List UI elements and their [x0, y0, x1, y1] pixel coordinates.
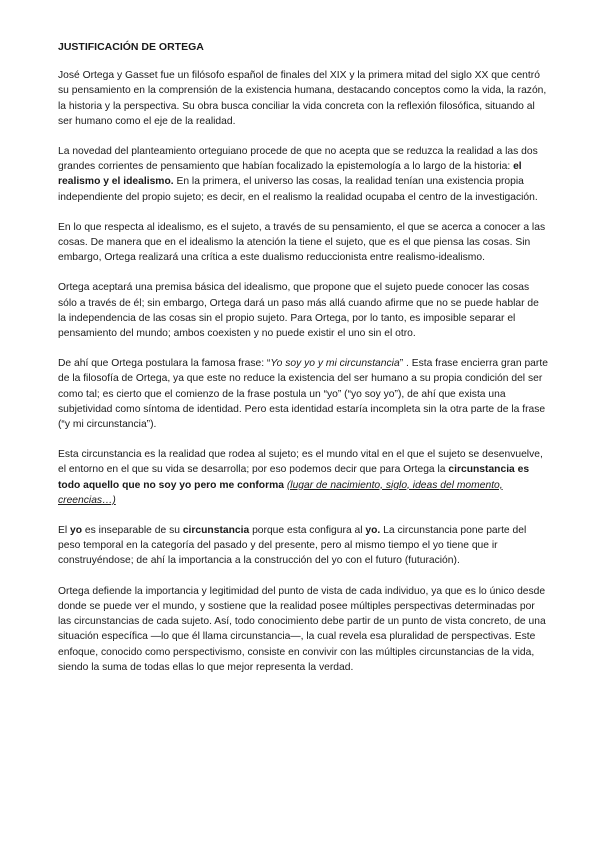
text-run: ” . Esta frase encierra gran parte de la filosofía de Ortega, ya que este no reduce la existencia del ser humano a su propia condición del ser como tal; es cierto que el comienzo de la frase postula un “yo” (“yo soy yo”), de ahí que exista una subjetividad como síntoma de identidad. Pero esta identidad estaría incompleta sin la otra parte de la frase (“y mi circunstancia”). [58, 358, 548, 431]
paragraph-yo [58, 523, 548, 569]
bold-realism-idealism: el realismo y el idealismo. [58, 161, 522, 188]
paragraph-realism [58, 144, 548, 205]
bold-yo-2: yo. [365, 525, 381, 537]
underlined-examples: (lugar de nacimiento, siglo, ideas del momento, creencias…) [58, 479, 503, 506]
paragraph-perspectivism: Ortega defiende la importancia y legitimidad del punto de vista de cada individuo, ya que es lo único desde donde se puede ver el mundo, y sostiene que la realidad posee múltiples perspectivas determinadas por las circunstancias de cada sujeto. Así, todo conocimiento debe partir de un punto de vista concreto, de una situación específica —lo que él llama circunstancia—, la cual revela esa pluralidad de perspectivas. Este enfoque, conocido como perspectivismo, consiste en convivir con las múltiples circunstancias de la vida, siendo la suma de todas ellas lo que mejor representa la verdad. [58, 585, 546, 673]
text-run: porque esta configura al [249, 525, 366, 537]
italic-phrase: Yo soy yo y mi circunstancia [270, 358, 400, 370]
paragraph-circumstance [58, 447, 548, 508]
paragraph-famous-phrase [58, 356, 548, 432]
paragraph-premise: Ortega aceptará una premisa básica del idealismo, que propone que el sujeto puede conocer las cosas sólo a través de él; sin embargo, Ortega dará un paso más allá cuando afirme que no se puede hablar de la independencia de las cosas sin el propio sujeto. Para Ortega, por lo tanto, es imposible separar el pensamiento del mundo; ambos coexisten y no puede existir el uno sin el otro. [58, 282, 539, 340]
document-page [58, 40, 548, 690]
text-run: El [58, 525, 71, 537]
text-run: Esta circunstancia es la realidad que rodea al sujeto; es el mundo vital en el que el sujeto se desenvuelve, el entorno en el que su vida se desarrolla; por eso podemos decir que para Ortega la [58, 449, 543, 476]
paragraph-intro: José Ortega y Gasset fue un filósofo español de finales del XIX y la primera mitad del siglo XX que centró su pensamiento en la comprensión de la existencia humana, destacando conceptos como la vida, la razón, la historia y la perspectiva. Su obra busca conciliar la vida concreta con la reflexión filosófica, situando al ser humano como el eje de la realidad. [58, 70, 547, 127]
bold-yo: yo [70, 525, 83, 537]
text-run: De ahí que Ortega postulara la famosa frase: “ [58, 358, 271, 370]
text-run: En la primera, el universo las cosas, la realidad tenían una existencia propia independiente del propio sujeto; es decir, en el realismo la realidad ocupaba el centro de la investigación. [58, 176, 538, 203]
paragraph-idealism: En lo que respecta al idealismo, es el sujeto, a través de su pensamiento, el que se acerca a conocer a las cosas. De manera que en el idealismo la atención la tiene el sujeto, que es el que piensa las cosas. Sin embargo, Ortega realizará una crítica a este dualismo reduccionista entre realismo-idealismo. [58, 221, 546, 264]
text-run: La circunstancia pone parte del peso temporal en la categoría del pasado y del presente, pero al mismo tiempo el yo tiene que ir construyéndose; de ahí la importancia a la construcción del yo con el futuro (futuración). [58, 525, 527, 567]
document-title: JUSTIFICACIÓN DE ORTEGA [58, 41, 204, 53]
text-run: es inseparable de su [82, 525, 183, 537]
text-run: La novedad del planteamiento orteguiano procede de que no acepta que se reduzca la realidad a las dos grandes corrientes de pensamiento que habían focalizado la epistemología a lo largo de la historia: [58, 146, 538, 173]
bold-circumstance-definition: circunstancia es todo aquello que no soy yo pero me conforma [58, 464, 530, 491]
bold-circunstancia: circunstancia [182, 525, 250, 537]
